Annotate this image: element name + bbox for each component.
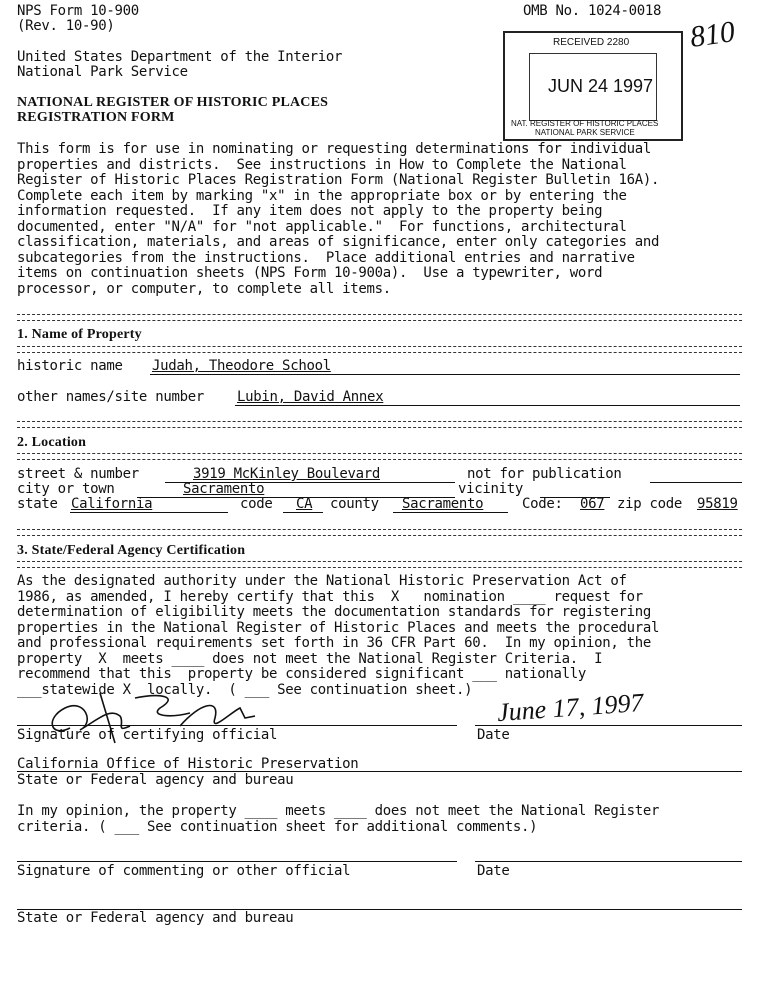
county-value[interactable]: Sacramento [402, 496, 484, 512]
field-line [70, 512, 228, 513]
zip-label: zip code [617, 496, 683, 512]
agency-service: National Park Service [17, 64, 188, 80]
state-label: state [17, 496, 58, 512]
signature-date: June 17, 1997 [496, 687, 645, 728]
date-line[interactable] [475, 725, 742, 726]
commenting-date-line[interactable] [475, 861, 742, 862]
form-revision: (Rev. 10-90) [17, 18, 115, 34]
certifying-office[interactable]: California Office of Historic Preservation [17, 756, 359, 772]
historic-name-label: historic name [17, 358, 123, 374]
form-title: NATIONAL REGISTER OF HISTORIC PLACES [17, 95, 329, 110]
not-for-publication-label: not for publication [467, 466, 622, 482]
section-2-heading: 2. Location [17, 435, 87, 450]
other-names-label: other names/site number [17, 389, 204, 405]
street-value[interactable]: 3919 McKinley Boulevard [193, 466, 380, 482]
field-line [283, 512, 323, 513]
stamp-date: JUN 24 1997 [548, 76, 654, 96]
omb-number: OMB No. 1024-0018 [523, 3, 662, 19]
street-label: street & number [17, 466, 139, 482]
signature-line[interactable] [17, 725, 457, 726]
received-stamp [503, 31, 683, 141]
form-number: NPS Form 10-900 [17, 3, 139, 19]
stamp-register: NAT. REGISTER OF HISTORIC PLACES [511, 119, 659, 128]
commenting-date-label: Date [477, 863, 510, 879]
separator [17, 561, 742, 568]
field-line [150, 374, 740, 375]
section-1-heading: 1. Name of Property [17, 327, 142, 342]
separator [17, 529, 742, 536]
historic-name-value[interactable]: Judah, Theodore School [152, 358, 331, 374]
zip-value[interactable]: 95819 [697, 496, 738, 512]
agency-department: United States Department of the Interior [17, 49, 343, 65]
separator [17, 314, 742, 321]
agency-bureau-label-2: State or Federal agency and bureau [17, 910, 294, 926]
separator [17, 453, 742, 460]
form-subtitle: REGISTRATION FORM [17, 110, 175, 125]
county-label: county [330, 496, 379, 512]
commenting-signature-line[interactable] [17, 861, 457, 862]
stamp-nps: NATIONAL PARK SERVICE [535, 128, 635, 137]
field-line [235, 405, 740, 406]
commenting-signature-label: Signature of commenting or other official [17, 863, 351, 879]
separator [17, 421, 742, 428]
signature-label: Signature of certifying official [17, 727, 278, 743]
state-code-label: code [240, 496, 273, 512]
stamp-received: RECEIVED 2280 [553, 37, 630, 48]
not-for-publication-line[interactable] [650, 482, 742, 483]
county-code-value[interactable]: 067 [580, 496, 605, 512]
separator [17, 346, 742, 353]
city-label: city or town [17, 481, 115, 497]
date-label: Date [477, 727, 510, 743]
section-3-heading: 3. State/Federal Agency Certification [17, 543, 246, 558]
field-line [393, 512, 508, 513]
state-code-value[interactable]: CA [296, 496, 313, 512]
county-code-label: Code: [522, 496, 563, 512]
city-value[interactable]: Sacramento [183, 481, 265, 497]
agency-bureau-label: State or Federal agency and bureau [17, 772, 294, 788]
other-names-value[interactable]: Lubin, David Annex [237, 389, 384, 405]
state-value[interactable]: California [71, 496, 153, 512]
vicinity-label: vicinity [458, 481, 524, 497]
handwritten-number: 810 [687, 15, 738, 54]
